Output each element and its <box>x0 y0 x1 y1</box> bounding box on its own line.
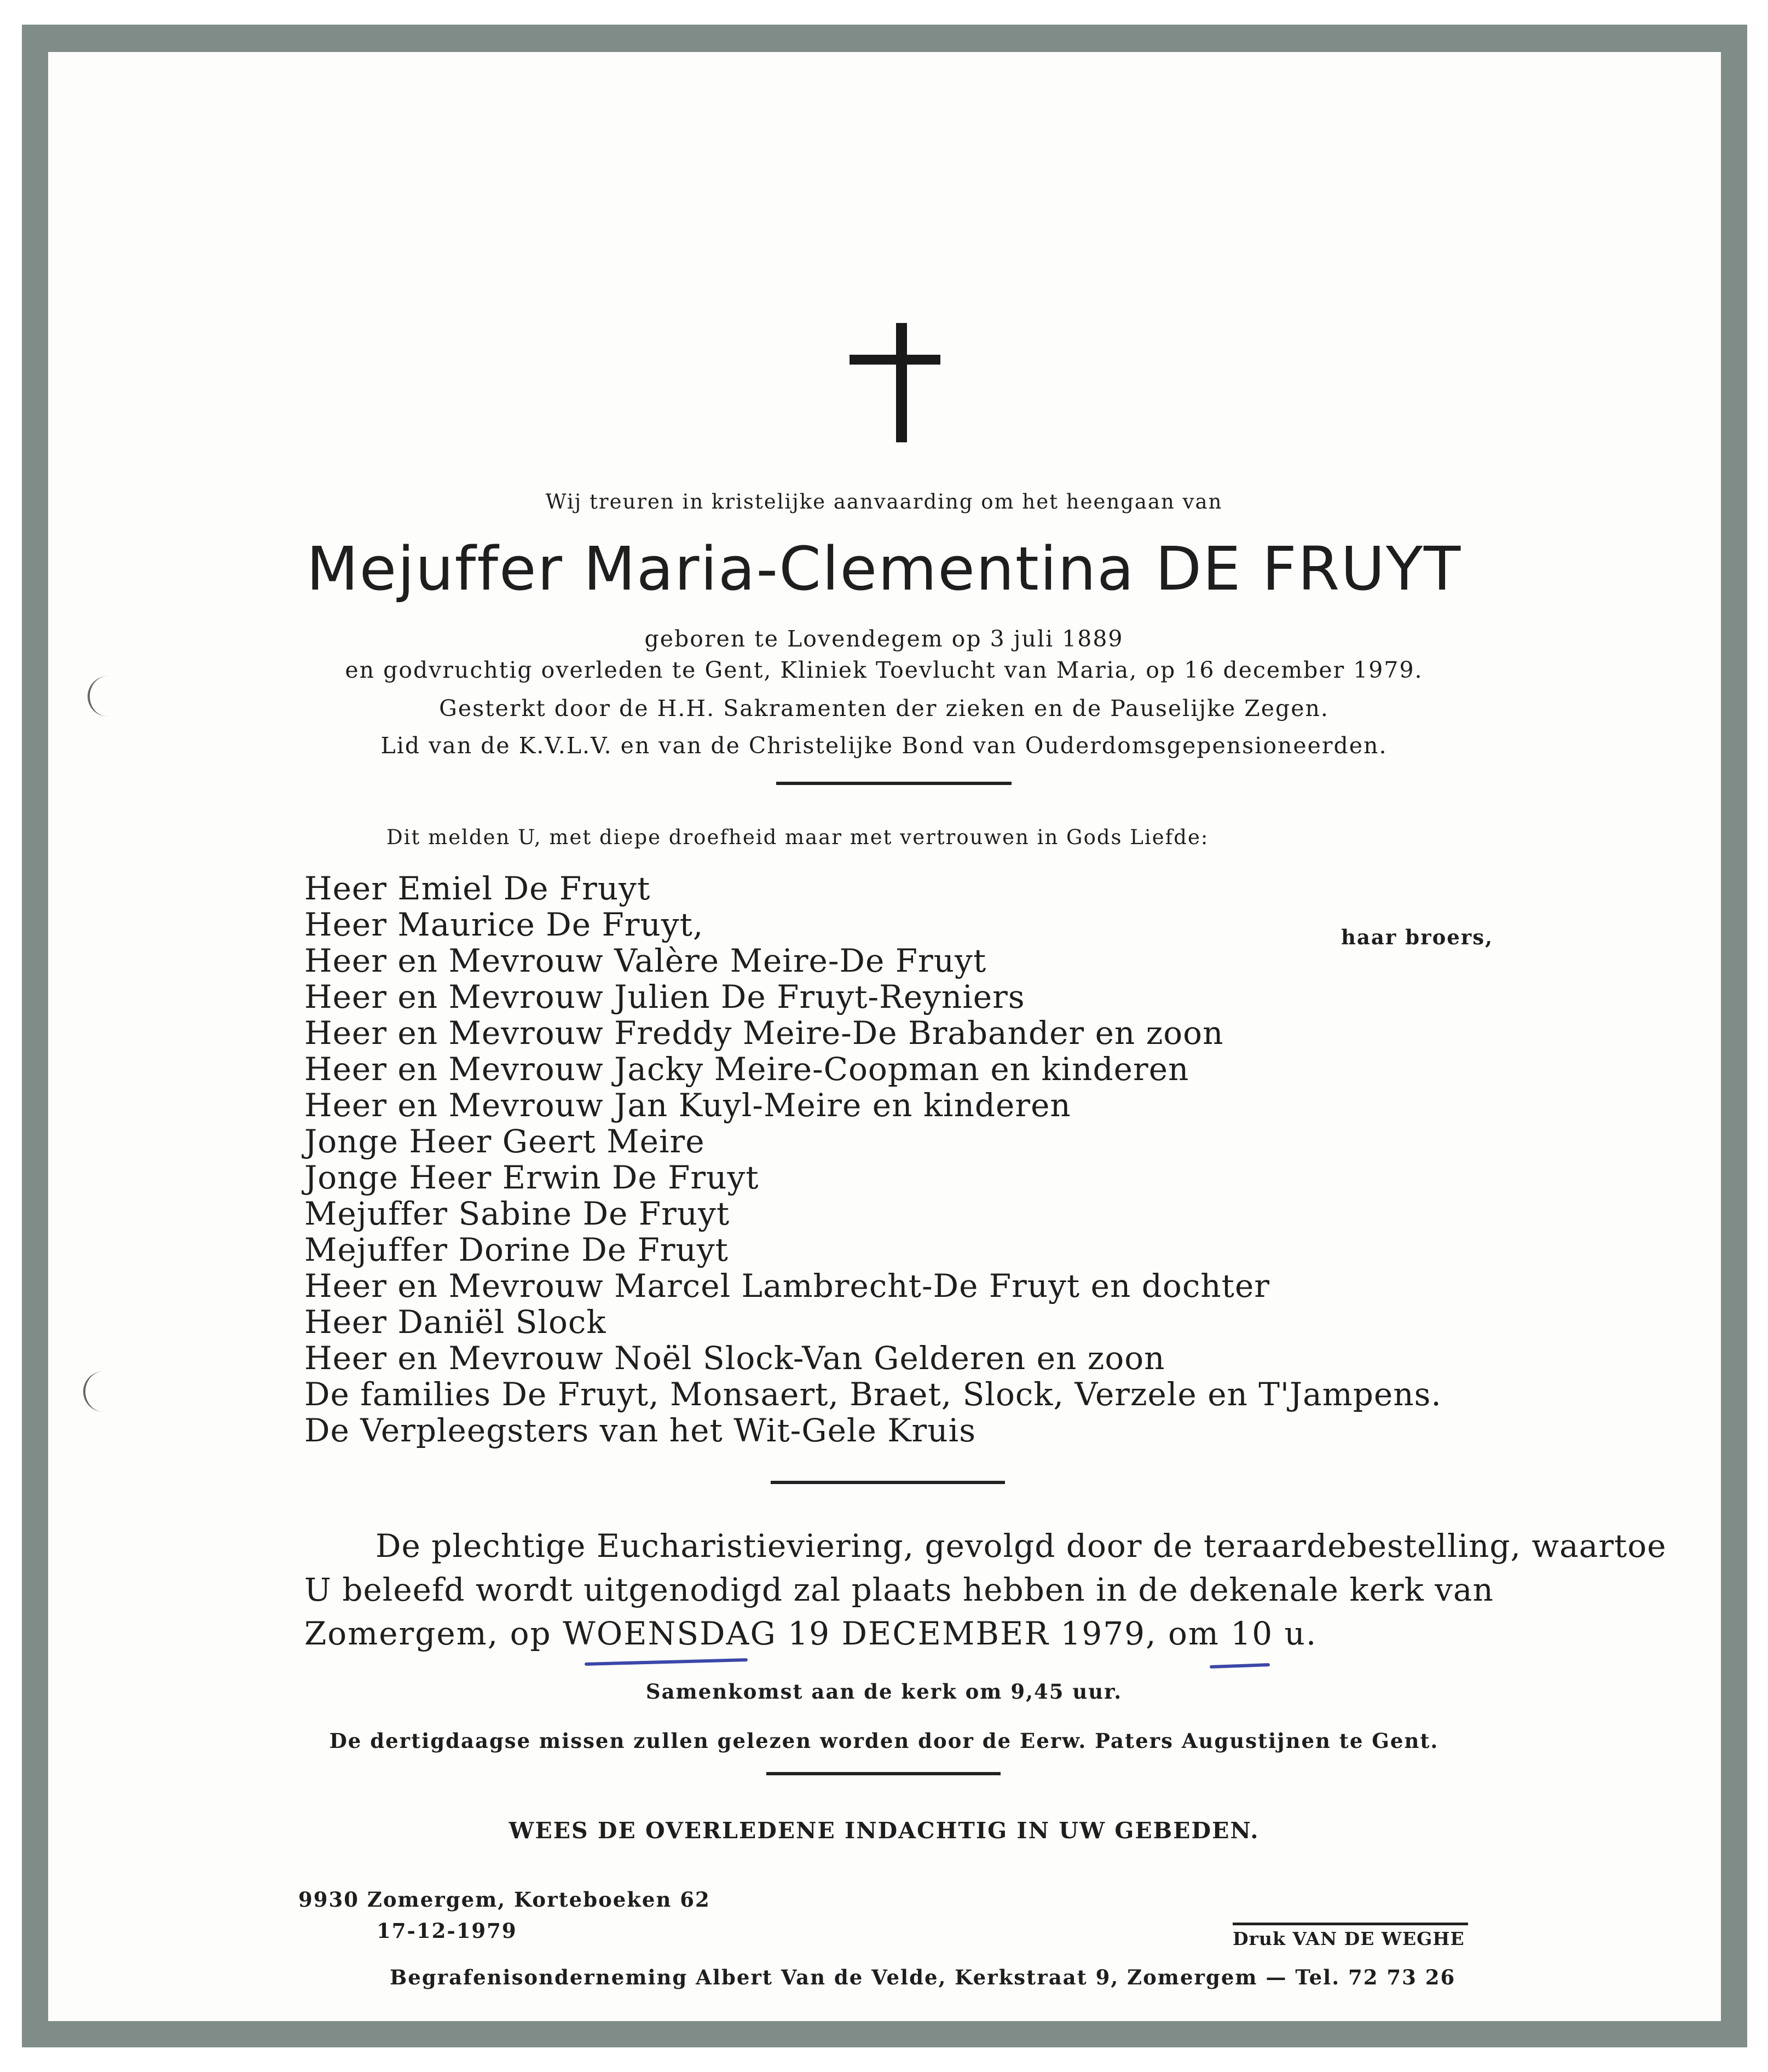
intro-line: Wij treuren in kristelijke aanvaarding om het heengaan van <box>545 490 1223 513</box>
list-item: Heer en Mevrouw Jacky Meire-Coopman en kinderen <box>304 1051 1189 1088</box>
list-item: Heer Maurice De Fruyt, <box>304 906 704 943</box>
divider <box>771 1481 1005 1484</box>
printer-credit: Druk VAN DE WEGHE <box>1233 1928 1465 1949</box>
list-item: De families De Fruyt, Monsaert, Braet, Slock, Verzele en T'Jampens. <box>304 1376 1442 1413</box>
list-item: Heer Emiel De Fruyt <box>304 870 651 907</box>
gathering-line: Samenkomst aan de kerk om 9,45 uur. <box>645 1679 1123 1704</box>
divider <box>766 1772 1001 1775</box>
mourners-intro: Dit melden U, met diepe droefheid maar met vertrouwen in Gods Liefde: <box>386 826 1209 849</box>
mourners-list <box>304 870 1442 1448</box>
closing-line: WEES DE OVERLEDENE INDACHTIG IN UW GEBEDEN. <box>509 1817 1259 1844</box>
list-item: Jonge Heer Erwin De Fruyt <box>304 1159 759 1196</box>
ceremony-line-3: Zomergem, op WOENSDAG 19 DECEMBER 1979, om 10 u. <box>304 1615 1318 1652</box>
list-item: Heer en Mevrouw Noël Slock-Van Gelderen en zoon <box>304 1340 1165 1377</box>
printer-rule <box>1233 1923 1468 1925</box>
family-address: 9930 Zomergem, Korteboeken 62 <box>298 1888 710 1912</box>
death-line: en godvruchtig overleden te Gent, Kliniek Toevlucht van Maria, op 16 december 1979. <box>345 657 1423 683</box>
list-item: De Verpleegsters van het Wit-Gele Kruis <box>304 1412 976 1449</box>
list-item: Heer en Mevrouw Jan Kuyl-Meire en kinderen <box>304 1087 1071 1124</box>
ceremony-line-2: U beleefd wordt uitgenodigd zal plaats hebben in de dekenale kerk van <box>304 1571 1494 1608</box>
list-item: Heer en Mevrouw Freddy Meire-De Brabander en zoon <box>304 1014 1224 1052</box>
list-item: Mejuffer Sabine De Fruyt <box>304 1195 730 1232</box>
deceased-name: Mejuffer Maria-Clementina DE FRUYT <box>306 534 1462 604</box>
list-item: Mejuffer Dorine De Fruyt <box>304 1231 729 1268</box>
birth-line: geboren te Lovendegem op 3 juli 1889 <box>644 626 1124 652</box>
undertaker-line: Begrafenisonderneming Albert Van de Velde, Kerkstraat 9, Zomergem — Tel. 72 73 26 <box>390 1965 1456 1989</box>
list-item: Jonge Heer Geert Meire <box>304 1123 705 1160</box>
membership-line: Lid van de K.V.L.V. en van de Christelijke Bond van Ouderdomsgepensioneerden. <box>380 732 1388 759</box>
notice-date: 17-12-1979 <box>377 1919 517 1943</box>
divider <box>776 782 1012 785</box>
masses-line: De dertigdaagse missen zullen gelezen worden door de Eerw. Paters Augustijnen te Gent. <box>329 1729 1439 1753</box>
sacraments-line: Gesterkt door de H.H. Sakramenten der zieken en de Pauselijke Zegen. <box>439 695 1329 722</box>
relation-label: haar broers, <box>1341 925 1494 949</box>
list-item: Heer Daniël Slock <box>304 1303 606 1341</box>
list-item: Heer en Mevrouw Marcel Lambrecht-De Fruyt en dochter <box>304 1267 1270 1305</box>
list-item: Heer en Mevrouw Valère Meire-De Fruyt <box>304 942 987 979</box>
list-item: Heer en Mevrouw Julien De Fruyt-Reyniers <box>304 978 1025 1015</box>
ceremony-line-1: De plechtige Eucharistieviering, gevolgd door de teraardebestelling, waartoe <box>375 1527 1667 1565</box>
